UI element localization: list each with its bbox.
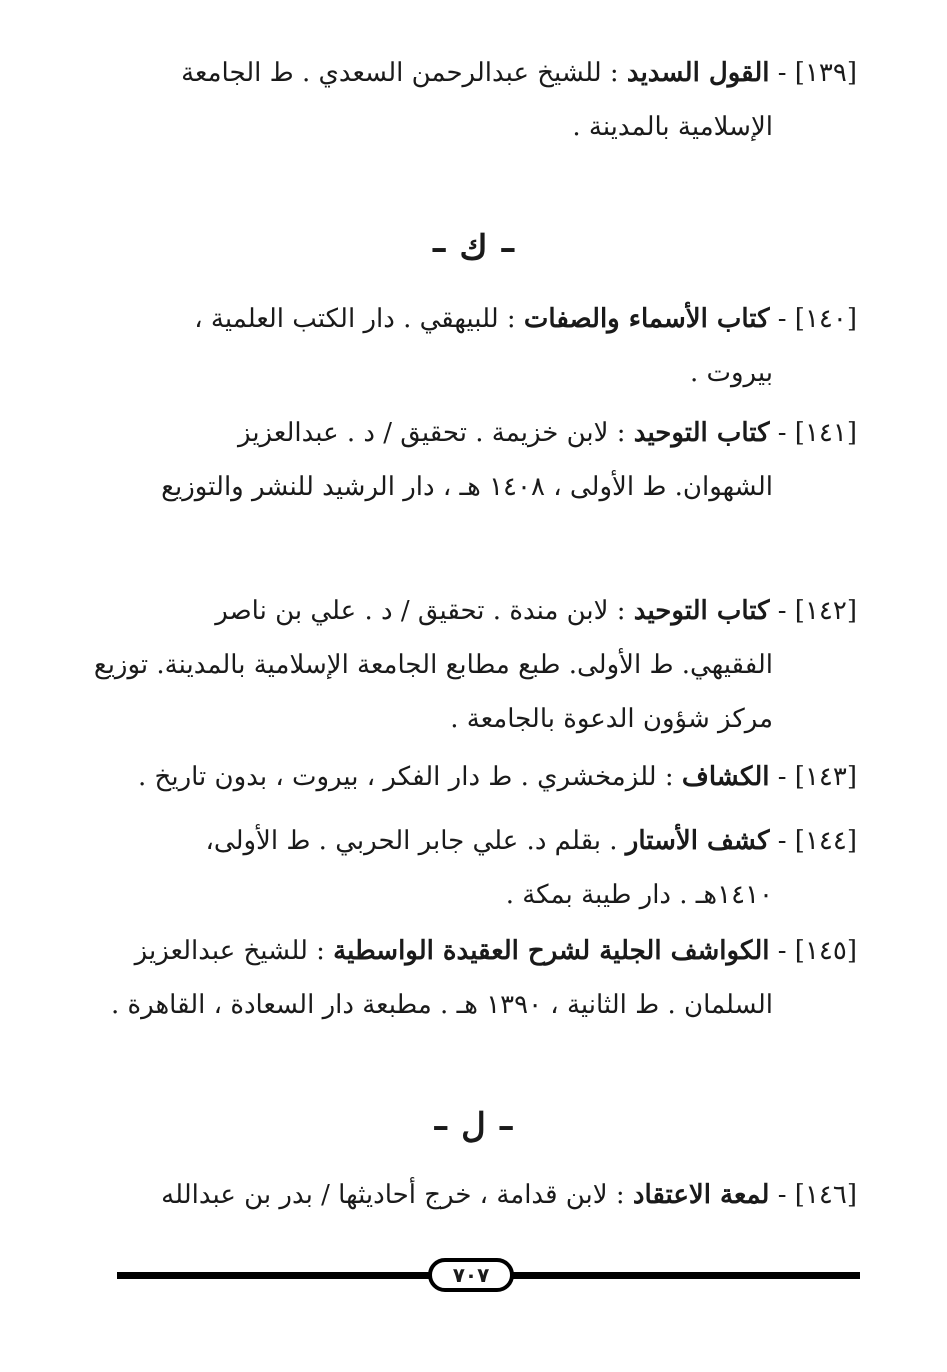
entry-number: [١٤٢] - bbox=[777, 596, 857, 626]
entry-continuation: مركز شؤون الدعوة بالجامعة . bbox=[450, 704, 773, 734]
entry-number: [١٤٥] - bbox=[777, 936, 857, 966]
entry-continuation: الإسلامية بالمدينة . bbox=[572, 112, 773, 142]
entry-line bbox=[117, 814, 857, 868]
entry-title: الكواشف الجلية لشرح العقيدة الواسطية bbox=[333, 936, 770, 966]
entry-continuation: ١٤١٠هـ . دار طيبة بمكة . bbox=[505, 880, 773, 910]
entry-text: : للزمخشري . ط دار الفكر ، بيروت ، بدون تاريخ . bbox=[138, 762, 674, 792]
entry-number: [١٤١] - bbox=[777, 418, 857, 448]
section-heading-lam: – ل – bbox=[432, 1106, 515, 1146]
entry-title: لمعة الاعتقاد bbox=[632, 1180, 770, 1210]
entry-number: [١٤٤] - bbox=[777, 826, 857, 856]
bibliography-entry-145 bbox=[110, 924, 857, 1032]
entry-text: : لابن خزيمة . تحقيق / د . عبدالعزيز bbox=[237, 418, 626, 448]
entry-line bbox=[117, 46, 857, 100]
entry-title: كتاب التوحيد bbox=[633, 596, 770, 626]
bibliography-entry-139 bbox=[117, 46, 857, 154]
bibliography-entry-144 bbox=[117, 814, 857, 922]
bibliography-entry-141 bbox=[117, 406, 857, 514]
entry-title: كتاب الأسماء والصفات bbox=[523, 304, 770, 334]
entry-title: الكشاف bbox=[681, 762, 770, 792]
bibliography-entry-146 bbox=[117, 1168, 857, 1222]
bibliography-entry-142 bbox=[93, 584, 857, 746]
entry-text: : للشيخ عبدالرحمن السعدي . ط الجامعة bbox=[181, 58, 619, 88]
entry-line bbox=[117, 406, 857, 460]
entry-text: : للشيخ عبدالعزيز bbox=[134, 936, 325, 966]
entry-text: : لابن قدامة ، خرج أحاديثها / بدر بن عبدالله bbox=[161, 1180, 625, 1210]
entry-line bbox=[117, 292, 857, 346]
entry-title: القول السديد bbox=[626, 58, 770, 88]
entry-line bbox=[117, 924, 857, 978]
entry-continuation: بيروت . bbox=[690, 358, 773, 388]
entry-line bbox=[117, 584, 857, 638]
bibliography-entry-143 bbox=[117, 750, 857, 804]
bibliography-entry-140 bbox=[117, 292, 857, 400]
section-heading-kaf: – ك – bbox=[430, 228, 517, 268]
entry-text: . بقلم د. علي جابر الحربي . ط الأولى، bbox=[205, 826, 618, 856]
entry-continuation: الفقيهي. ط الأولى. طبع مطابع الجامعة الإسلامية بالمدينة. توزيع bbox=[93, 650, 773, 680]
entry-number: [١٤٦] - bbox=[777, 1180, 857, 1210]
entry-title: كشف الأستار bbox=[625, 826, 770, 856]
entry-line bbox=[117, 750, 857, 804]
entry-line bbox=[117, 1168, 857, 1222]
entry-number: [١٤٣] - bbox=[777, 762, 857, 792]
entry-text: : لابن مندة . تحقيق / د . علي بن ناصر bbox=[215, 596, 626, 626]
entry-number: [١٣٩] - bbox=[777, 58, 857, 88]
page-number: ٧٠٧ bbox=[428, 1258, 514, 1292]
entry-continuation: السلمان . ط الثانية ، ١٣٩٠ هـ . مطبعة دار السعادة ، القاهرة . bbox=[110, 990, 773, 1020]
entry-number: [١٤٠] - bbox=[777, 304, 857, 334]
entry-text: : للبيهقي . دار الكتب العلمية ، bbox=[194, 304, 516, 334]
entry-continuation: الشهوان. ط الأولى ، ١٤٠٨ هـ ، دار الرشيد للنشر والتوزيع bbox=[161, 472, 773, 502]
entry-title: كتاب التوحيد bbox=[633, 418, 770, 448]
